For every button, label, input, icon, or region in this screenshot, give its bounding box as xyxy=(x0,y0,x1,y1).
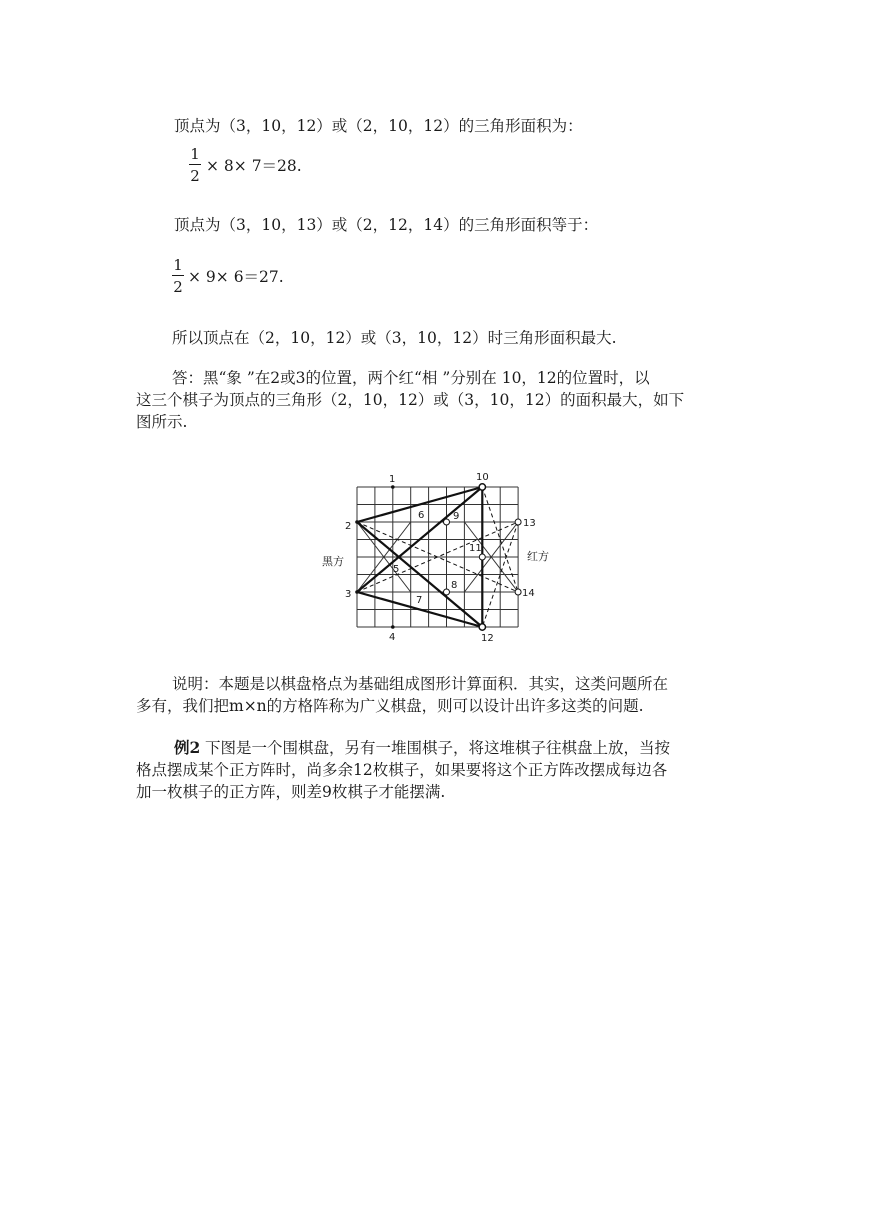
text-line-3: 所以顶点在（2，10，12）或（3，10，12）时三角形面积最大. xyxy=(172,329,617,347)
answer-line-3: 图所示. xyxy=(136,413,188,431)
side-label-black: 黑方 xyxy=(322,555,344,568)
label-14: 14 xyxy=(522,588,535,599)
fraction-1-denominator: 2 xyxy=(190,167,200,185)
formula-1: × 8× 7＝28. xyxy=(206,157,302,175)
label-5: 5 xyxy=(393,564,400,575)
piece-circle xyxy=(515,589,521,595)
label-3: 3 xyxy=(345,589,352,600)
example-line-1: 下图是一个围棋盘，另有一堆围棋子，将这堆棋子往棋盘上放，当按 xyxy=(205,739,671,757)
label-8: 8 xyxy=(451,580,458,591)
label-7: 7 xyxy=(416,595,423,606)
fraction-2-denominator: 2 xyxy=(173,278,183,296)
answer-line-1: 答：黑“象 ”在2或3的位置，两个红“相 ”分别在 10，12的位置时，以 xyxy=(172,369,650,387)
label-10: 10 xyxy=(476,472,489,483)
piece-circle xyxy=(444,519,450,525)
example-line-3: 加一枚棋子的正方阵，则差9枚棋子才能摆满. xyxy=(136,783,446,801)
label-1: 1 xyxy=(389,474,396,485)
piece-circle xyxy=(479,554,485,560)
fraction-1-numerator: 1 xyxy=(190,145,200,163)
label-13: 13 xyxy=(523,518,536,529)
piece-circle xyxy=(515,519,521,525)
piece-circle xyxy=(444,589,450,595)
label-12: 12 xyxy=(481,633,494,644)
label-2: 2 xyxy=(345,521,352,532)
note-line-1: 说明：本题是以棋盘格点为基础组成图形计算面积．其实，这类问题所在 xyxy=(172,675,669,693)
side-label-red: 红方 xyxy=(527,550,549,563)
text-line-2: 顶点为（3，10，13）或（2，12，14）的三角形面积等于： xyxy=(174,216,599,234)
point-dot xyxy=(391,485,395,489)
label-6: 6 xyxy=(418,510,425,521)
piece-circle xyxy=(479,624,485,630)
example-line-2: 格点摆成某个正方阵时，尚多余12枚棋子，如果要将这个正方阵改摆成每边各 xyxy=(136,761,668,779)
point-dot xyxy=(391,625,395,629)
point-dot xyxy=(355,590,359,594)
label-4: 4 xyxy=(389,632,396,643)
example-label: 例2 xyxy=(174,738,201,757)
text-line-1: 顶点为（3，10，12）或（2，10，12）的三角形面积为： xyxy=(174,117,583,135)
note-line-2: 多有，我们把m×n的方格阵称为广义棋盘，则可以设计出许多这类的问题. xyxy=(136,697,644,715)
fraction-2-numerator: 1 xyxy=(173,256,183,274)
piece-circle xyxy=(479,484,485,490)
formula-2: × 9× 6＝27. xyxy=(188,268,284,286)
label-9: 9 xyxy=(453,511,460,522)
point-dot xyxy=(355,520,359,524)
answer-line-2: 这三个棋子为顶点的三角形（2，10，12）或（3，10，12）的面积最大，如下 xyxy=(136,391,685,409)
label-11: 11 xyxy=(469,543,482,554)
